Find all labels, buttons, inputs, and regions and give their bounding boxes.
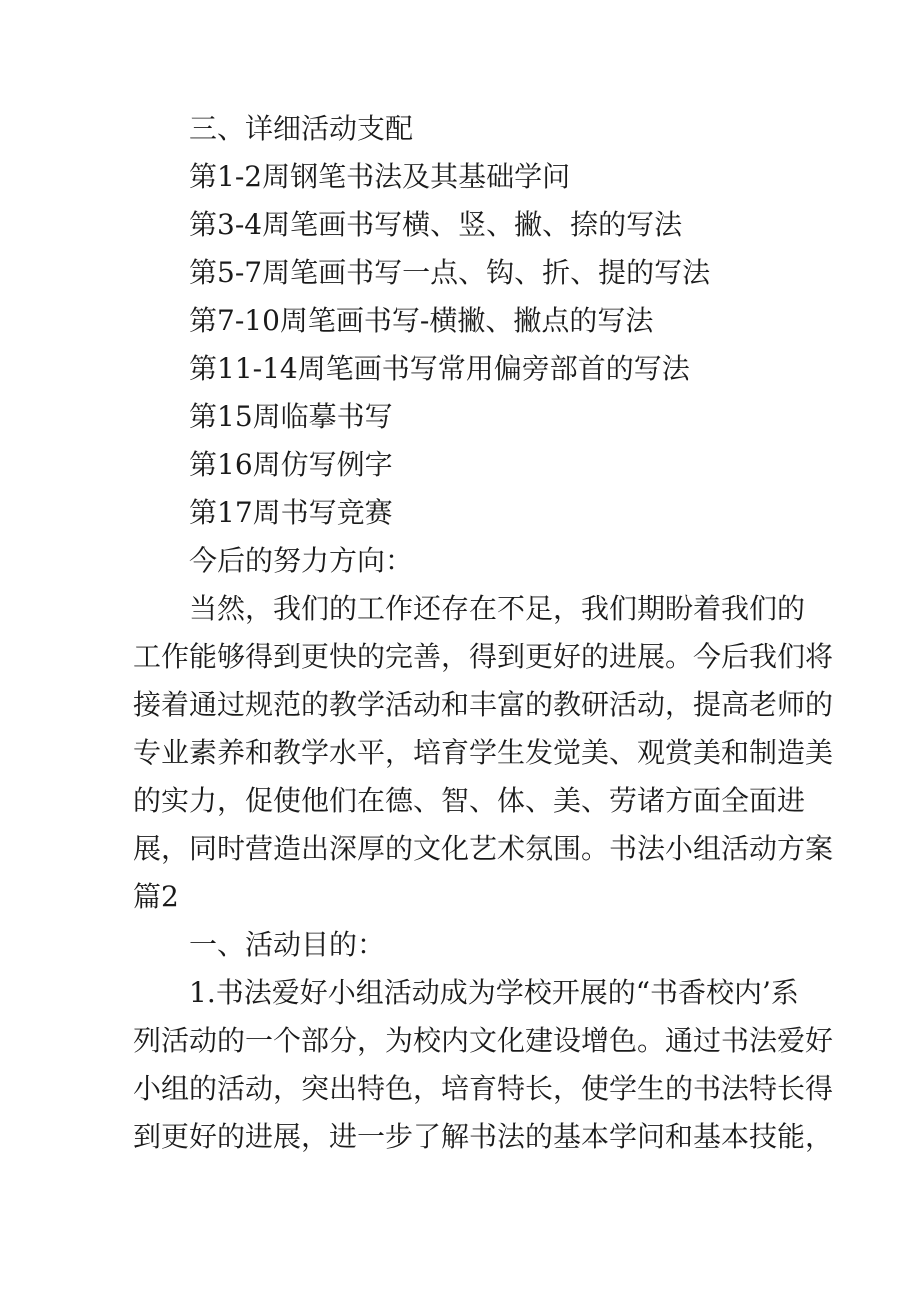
paragraph-line: 展，同时营造出深厚的文化艺术氛围。书法小组活动方案 (133, 832, 834, 865)
schedule-item: 第7-10周笔画书写-横撇、撇点的写法 (189, 304, 654, 337)
schedule-item: 第11-14周笔画书写常用偏旁部首的写法 (189, 352, 690, 385)
goal-heading: 一、活动目的： (189, 928, 386, 961)
paragraph-line: 接着通过规范的教学活动和丰富的教研活动，提高老师的 (133, 688, 834, 721)
paragraph-line: 1.书法爱好小组活动成为学校开展的“书香校内’系 (189, 976, 799, 1009)
paragraph-line: 工作能够得到更快的完善，得到更好的进展。今后我们将 (133, 640, 834, 673)
paragraph-line: 到更好的进展，进一步了解书法的基本学问和基本技能， (133, 1120, 834, 1153)
paragraph-line: 当然，我们的工作还存在不足，我们期盼着我们的 (189, 592, 806, 625)
section-heading: 三、详细活动支配 (189, 112, 414, 145)
schedule-item: 第15周临摹书写 (189, 400, 393, 433)
future-heading: 今后的努力方向： (189, 544, 414, 577)
paragraph-line: 篇2 (133, 880, 179, 913)
schedule-item: 第3-4周笔画书写横、竖、撇、捺的写法 (189, 208, 683, 241)
schedule-item: 第5-7周笔画书写一点、钩、折、提的写法 (189, 256, 711, 289)
schedule-item: 第16周仿写例字 (189, 448, 393, 481)
schedule-item: 第1-2周钢笔书法及其基础学问 (189, 160, 571, 193)
paragraph-line: 列活动的一个部分，为校内文化建设增色。通过书法爱好 (133, 1024, 834, 1057)
paragraph-line: 专业素养和教学水平，培育学生发觉美、观赏美和制造美 (133, 736, 834, 769)
schedule-item: 第17周书写竞赛 (189, 496, 393, 529)
paragraph-line: 小组的活动，突出特色，培育特长，使学生的书法特长得 (133, 1072, 834, 1105)
paragraph-line: 的实力，促使他们在德、智、体、美、劳诸方面全面进 (133, 784, 806, 817)
